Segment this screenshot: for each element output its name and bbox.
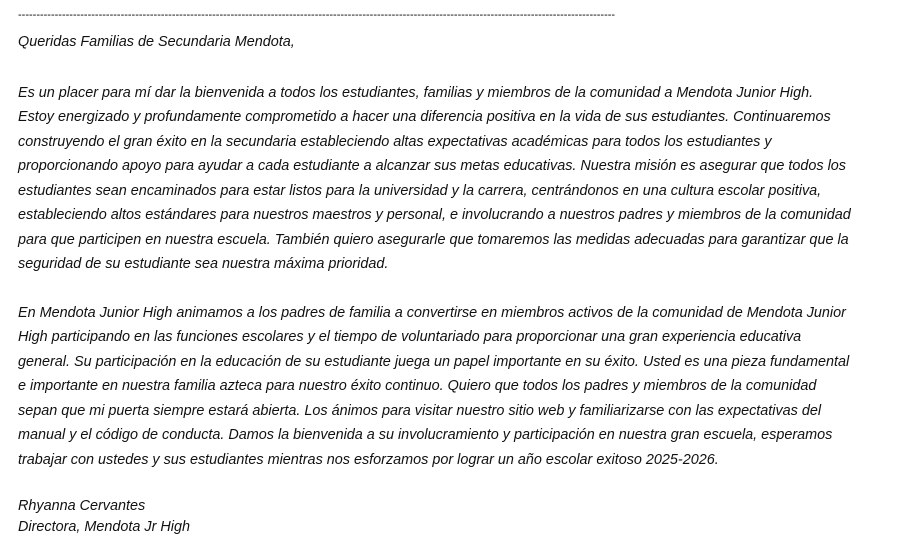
signature-name: Rhyanna Cervantes (18, 498, 146, 514)
signature-title: Directora, Mendota Jr High (18, 519, 190, 535)
letter-salutation: Queridas Familias de Secundaria Mendota, (18, 34, 295, 50)
signature-block (18, 496, 881, 538)
letter-paragraph-1: Es un placer para mí dar la bienvenida a todos los estudiantes, familias y miembros de la comunidad a Mendota Junior High. Estoy energizado y profundamente comprometido a hacer una diferencia positiva en la vida de sus estudiantes. Continuaremos construyendo el gran éxito en la secundaria estableciendo altas expectativas académicas para todos los estudiantes y proporcionando apoyo para ayudar a cada estudiante a alcanzar sus metas educativas. Nuestra misión es asegurar que todos los estudiantes sean encaminados para estar listos para la universidad y la carrera, centrándonos en una cultura escolar positiva, estableciendo altos estándares para nuestros maestros y personal, e involucrando a nuestros padres y miembros de la comunidad para que participen en nuestra escuela. También quiero asegurarle que tomaremos las medidas adecuadas para garantizar que la seguridad de su estudiante sea nuestra máxima prioridad. (18, 84, 851, 272)
horizontal-divider: ------------------------------------------------------------------------------------------------------------------------------------------------------------------- (18, 9, 616, 21)
letter-paragraph-2: En Mendota Junior High animamos a los padres de familia a convertirse en miembros activos de la comunidad de Mendota Junior High participando en las funciones escolares y el tiempo de voluntariado para proporcionar una gran experiencia educativa general. Su participación en la educación de su estudiante juega un papel importante en su éxito. Usted es una pieza fundamental e importante en nuestra familia azteca para nuestro éxito continuo. Quiero que todos los padres y miembros de la comunidad sepan que mi puerta siempre estará abierta. Los ánimos para visitar nuestro sitio web y familiarizarse con las expectativas del manual y el código de conducta. Damos la bienvenida a su involucramiento y participación en nuestra gran escuela, esperamos trabajar con ustedes y sus estudiantes mientras nos esforzamos por lograr un año escolar exitoso 2025-2026. (18, 304, 850, 468)
letter-body (18, 30, 881, 538)
